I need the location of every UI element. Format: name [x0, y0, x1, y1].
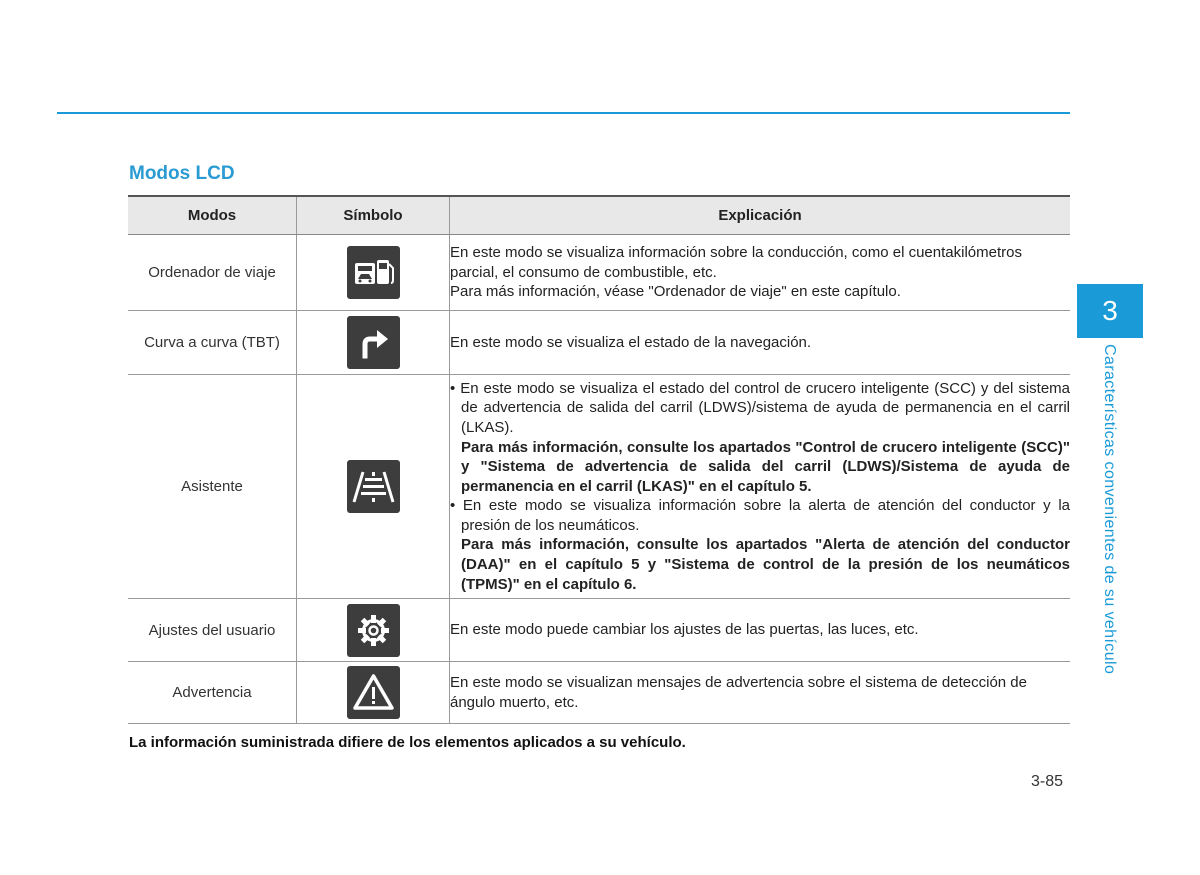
explanation-cell: [450, 599, 1071, 662]
table-row: [128, 662, 1070, 724]
bullet-note: Para más información, consulte los apartados "Alerta de atención del conductor (DAA)" en el capítulo 5 y "Sistema de control de la presión de los neumáticos (TPMS)" en el capítulo 6.: [461, 536, 1070, 593]
chapter-tab: 3: [1077, 284, 1143, 338]
explanation-cell: [450, 375, 1071, 599]
symbol-cell: [297, 662, 450, 724]
symbol-cell: [297, 375, 450, 599]
chapter-title: Características convenientes de su vehículo: [1101, 344, 1118, 675]
table-header-row: [128, 196, 1070, 235]
explanation-text: En este modo puede cambiar los ajustes de las puertas, las luces, etc.: [450, 621, 919, 639]
bullet-item: • En este modo se visualiza información sobre la alerta de atención del conductor y la presión de los neumáticos.: [450, 497, 1070, 534]
lane-assist-icon: [347, 460, 400, 513]
table-row: [128, 235, 1070, 311]
symbol-cell: [297, 311, 450, 375]
lcd-modes-table: [128, 195, 1070, 724]
top-rule: [57, 112, 1070, 114]
gear-settings-icon: [347, 604, 400, 657]
symbol-cell: [297, 235, 450, 311]
explanation-text: En este modo se visualiza el estado de la navegación.: [450, 333, 812, 351]
header-modes: Modos: [128, 196, 297, 235]
explanation-reference: Para más información, véase "Ordenador de viaje" en este capítulo.: [450, 283, 901, 301]
symbol-cell: [297, 599, 450, 662]
mode-name: Curva a curva (TBT): [128, 311, 297, 375]
header-explanation: Explicación: [450, 196, 1071, 235]
bullet-item: • En este modo se visualiza el estado del control de crucero inteligente (SCC) y del sistema de advertencia de salida del carril (LDWS)/sistema de ayuda de permanencia en el carril (LKAS).: [450, 379, 1070, 436]
table-row: [128, 311, 1070, 375]
page-number: 3-85: [1031, 773, 1064, 790]
header-symbol: Símbolo: [297, 196, 450, 235]
explanation-cell: [450, 311, 1071, 375]
mode-name: Asistente: [128, 375, 297, 599]
mode-name: Ordenador de viaje: [128, 235, 297, 311]
trip-computer-fuel-icon: [347, 246, 400, 299]
explanation-cell: [450, 662, 1071, 724]
explanation-text: En este modo se visualiza información sobre la conducción, como el cuentakilómetros parcial, el consumo de combustible, etc.: [450, 244, 1022, 281]
table-row: [128, 375, 1070, 599]
mode-name: Advertencia: [128, 662, 297, 724]
footnote: La información suministrada difiere de los elementos aplicados a su vehículo.: [129, 734, 686, 751]
warning-triangle-icon: [347, 666, 400, 719]
bullet-note: Para más información, consulte los apartados "Control de crucero inteligente (SCC)" y "Sistema de advertencia de salida del carril (LDWS)/Sistema de ayuda de permanencia en el carril (LKAS)" en el capítulo 5.: [461, 438, 1070, 495]
turn-arrow-icon: [347, 316, 400, 369]
section-title: Modos LCD: [129, 163, 235, 184]
mode-name: Ajustes del usuario: [128, 599, 297, 662]
explanation-cell: [450, 235, 1071, 311]
table-row: [128, 599, 1070, 662]
explanation-text: En este modo se visualizan mensajes de advertencia sobre el sistema de detección de ángulo muerto, etc.: [450, 673, 1027, 711]
